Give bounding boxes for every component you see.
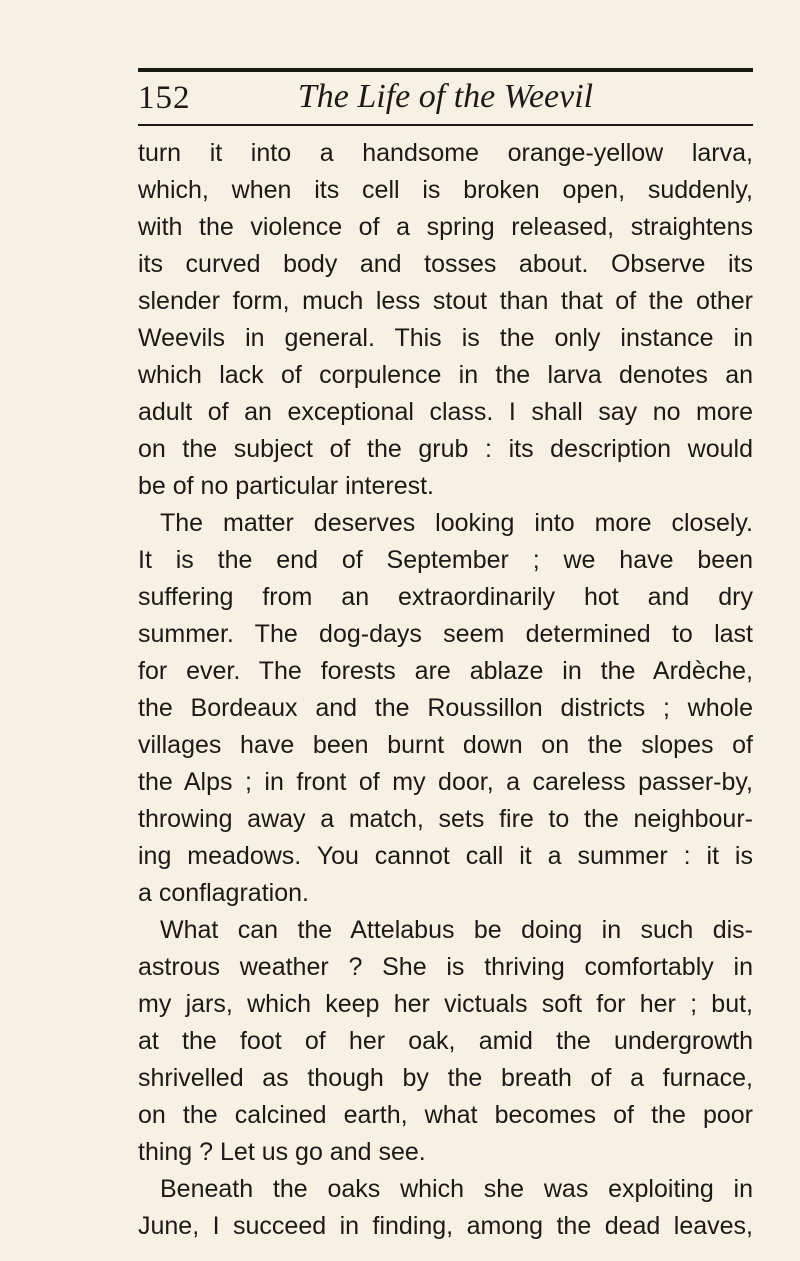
text-line: be of no particular interest. [138,472,434,500]
text-line: the Alps ; in front of my door, a careless passer-by, [138,768,753,796]
text-line: Weevils in general. This is the only instance in [138,324,753,352]
text-line: my jars, which keep her victuals soft for her ; but, [138,990,753,1018]
top-rule [138,68,753,72]
text-line: ing meadows. You cannot call it a summer : it is [138,842,753,870]
text-line: summer. The dog-days seem determined to last [138,620,753,648]
paragraph-start-line: Beneath the oaks which she was exploiting in [160,1175,753,1203]
text-line: the Bordeaux and the Roussillon districts ; whole [138,694,753,722]
text-line: turn it into a handsome orange-yellow larva, [138,139,753,167]
text-line: throwing away a match, sets fire to the neighbour- [138,805,753,833]
text-line: shrivelled as though by the breath of a furnace, [138,1064,753,1092]
text-line: adult of an exceptional class. I shall say no more [138,398,753,426]
text-line: suffering from an extraordinarily hot and dry [138,583,753,611]
page-number: 152 [138,80,191,116]
text-line: It is the end of September ; we have been [138,546,753,574]
text-line: for ever. The forests are ablaze in the Ardèche, [138,657,753,685]
text-line: which lack of corpulence in the larva denotes an [138,361,753,389]
paragraph-start-line: The matter deserves looking into more closely. [160,509,753,537]
text-line: a conflagration. [138,879,309,907]
text-line: villages have been burnt down on the slopes of [138,731,753,759]
text-line: on the calcined earth, what becomes of the poor [138,1101,753,1129]
running-title: The Life of the Weevil [297,78,594,115]
text-line: June, I succeed in finding, among the dead leaves, [138,1212,753,1240]
paragraph-start-line: What can the Attelabus be doing in such dis- [160,916,753,944]
text-line: on the subject of the grub : its description would [138,435,753,463]
text-line: astrous weather ? She is thriving comfortably in [138,953,753,981]
page-header [138,74,753,122]
text-line: slender form, much less stout than that of the other [138,287,753,315]
text-line: its curved body and tosses about. Observe its [138,250,753,278]
text-line: with the violence of a spring released, straightens [138,213,753,241]
text-line: at the foot of her oak, amid the undergrowth [138,1027,753,1055]
text-line: thing ? Let us go and see. [138,1138,426,1166]
text-line: which, when its cell is broken open, suddenly, [138,176,753,204]
header-rule [138,124,753,126]
body-text [138,135,753,1245]
